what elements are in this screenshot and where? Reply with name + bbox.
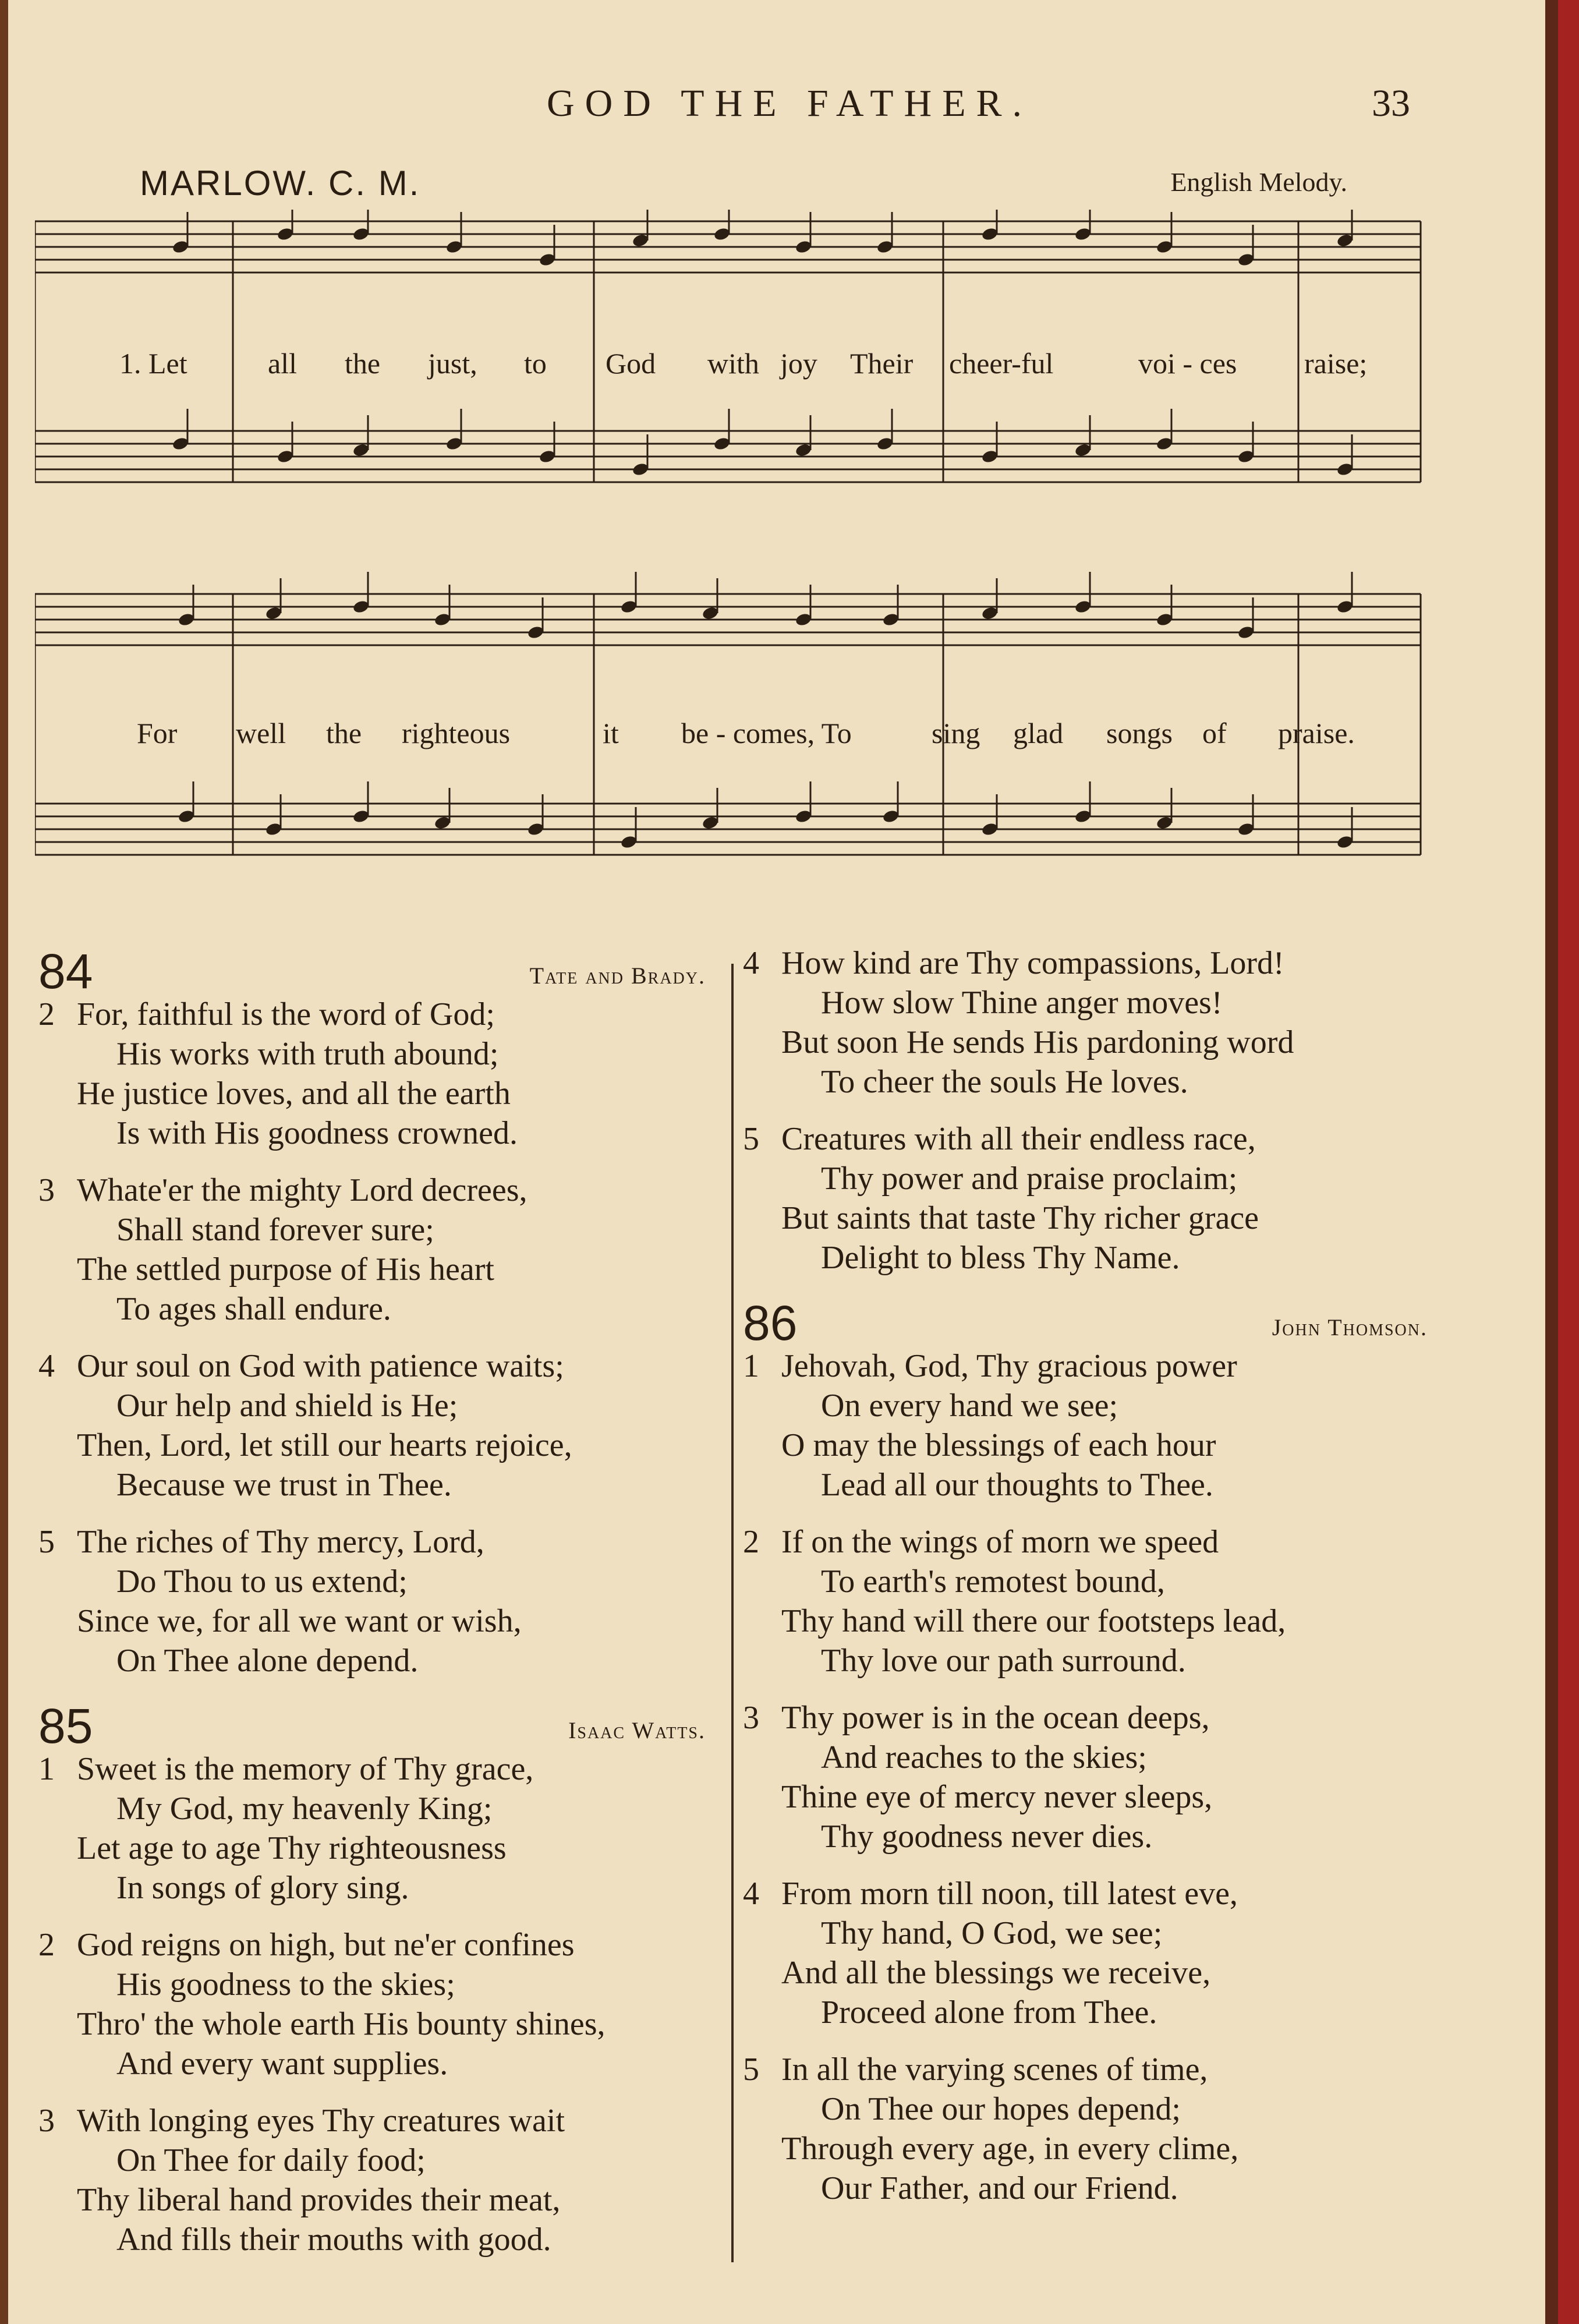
- verse-line: With longing eyes Thy creatures wait: [77, 2103, 565, 2139]
- lyric-word: of: [1202, 717, 1227, 749]
- verse-line: His works with truth abound;: [116, 1036, 499, 1072]
- lyric-word: 1. Let: [119, 347, 187, 380]
- hymn-header: [35, 1698, 710, 1753]
- verse-line: Lead all our thoughts to Thee.: [821, 1467, 1213, 1503]
- stanza: [35, 1346, 710, 1505]
- lyric-word: well: [236, 717, 286, 749]
- hymn-author: John Thomson.: [1272, 1314, 1428, 1340]
- verse-line: But saints that taste Thy richer grace: [781, 1200, 1259, 1236]
- verse-line: Sweet is the memory of Thy grace,: [77, 1751, 534, 1787]
- verse-line: The riches of Thy mercy, Lord,: [77, 1524, 484, 1560]
- stanza-number: 3: [38, 1172, 55, 1208]
- verse-line: Thro' the whole earth His bounty shines,: [77, 2006, 606, 2042]
- stanza: [739, 943, 1432, 1102]
- page-header: [0, 82, 1579, 140]
- verse-line: And all the blessings we receive,: [781, 1955, 1211, 1991]
- verse-line: From morn till noon, till latest eve,: [781, 1876, 1238, 1912]
- running-title: GOD THE FATHER.: [546, 82, 1033, 125]
- stanza-number: 5: [38, 1524, 55, 1560]
- hymn-author: Tate and Brady.: [529, 963, 706, 989]
- stanza-number: 4: [38, 1348, 55, 1384]
- hymn-number: 85: [38, 1699, 93, 1753]
- lyric-word: it: [603, 717, 619, 749]
- stanza-number: 5: [743, 2051, 759, 2088]
- verse-line: Our Father, and our Friend.: [821, 2170, 1178, 2206]
- verse-line: He justice loves, and all the earth: [77, 1076, 511, 1112]
- verse-line: The settled purpose of His heart: [77, 1251, 494, 1287]
- verse-line: How slow Thine anger moves!: [821, 985, 1223, 1021]
- verse-line: Thine eye of mercy never sleeps,: [781, 1779, 1213, 1815]
- stanza-number: 4: [743, 945, 759, 981]
- stanza-number: 2: [38, 1927, 55, 1963]
- verse-line: Then, Lord, let still our hearts rejoice,: [77, 1427, 572, 1463]
- lyric-word: to: [524, 347, 547, 380]
- verse-line: My God, my heavenly King;: [116, 1791, 493, 1827]
- hymn: [35, 1698, 710, 2259]
- verse-line: On Thee our hopes depend;: [821, 2091, 1181, 2127]
- music-score: [35, 210, 1432, 938]
- verse-line: Delight to bless Thy Name.: [821, 1240, 1180, 1276]
- verse-line: In songs of glory sing.: [116, 1870, 409, 1906]
- stanza: [739, 2050, 1432, 2208]
- lyric-word: sing: [932, 717, 980, 749]
- verse-line: His goodness to the skies;: [116, 1966, 455, 2003]
- hymn-number: 84: [38, 944, 93, 999]
- verse-line: Thy goodness never dies.: [821, 1819, 1153, 1855]
- verse-line: Creatures with all their endless race,: [781, 1121, 1256, 1157]
- verse-line: Whate'er the mighty Lord decrees,: [77, 1172, 527, 1208]
- page-number: 33: [1372, 82, 1410, 125]
- lyric-word: just,: [428, 347, 477, 380]
- verse-line: Proceed alone from Thee.: [821, 1994, 1157, 2031]
- verse-line: Through every age, in every clime,: [781, 2131, 1239, 2167]
- lyric-word: righteous: [402, 717, 511, 749]
- lyric-word: be - comes, To: [681, 717, 852, 749]
- lyric-word: praise.: [1278, 717, 1355, 749]
- lyric-word: cheer-ful: [949, 347, 1054, 380]
- verse-line: Our soul on God with patience waits;: [77, 1348, 564, 1384]
- hymn: [739, 943, 1432, 1278]
- verse-line: But soon He sends His pardoning word: [781, 1024, 1294, 1060]
- page-left-edge: [0, 0, 8, 2324]
- hymn: [35, 943, 710, 1681]
- lyric-word: For: [137, 717, 178, 749]
- stanza: [739, 1346, 1432, 1505]
- verse-line: And every want supplies.: [116, 2046, 448, 2082]
- verse-line: Do Thou to us extend;: [116, 1564, 408, 1600]
- lyric-word: the: [345, 347, 381, 380]
- verse-line: Let age to age Thy righteousness: [77, 1830, 507, 1866]
- stanza: [35, 2101, 710, 2259]
- lyric-word: glad: [1013, 717, 1064, 749]
- lyric-word: joy: [780, 347, 817, 380]
- verse-line: On Thee alone depend.: [116, 1643, 419, 1679]
- stanza-number: 2: [38, 996, 55, 1032]
- stanza: [739, 1698, 1432, 1856]
- lyric-word: all: [268, 347, 297, 380]
- stanza-number: 3: [38, 2103, 55, 2139]
- verse-line: How kind are Thy compassions, Lord!: [781, 945, 1284, 981]
- hymn-header: [739, 1295, 1432, 1350]
- stanza: [35, 1522, 710, 1681]
- verse-line: Since we, for all we want or wish,: [77, 1603, 522, 1639]
- page-red-edge: [1558, 0, 1579, 2324]
- hymn-column-left: [35, 943, 710, 2277]
- verse-line: Jehovah, God, Thy gracious power: [781, 1348, 1237, 1384]
- lyric-word: with: [707, 347, 759, 380]
- stanza-number: 3: [743, 1700, 759, 1736]
- hymn-column-right: [739, 943, 1432, 2226]
- verse-line: To ages shall endure.: [116, 1291, 391, 1327]
- hymn: [739, 1295, 1432, 2208]
- verse-line: Thy hand will there our footsteps lead,: [781, 1603, 1286, 1639]
- verse-line: Thy hand, O God, we see;: [821, 1915, 1163, 1951]
- stanza: [739, 1522, 1432, 1681]
- stanza: [35, 995, 710, 1153]
- verse-line: O may the blessings of each hour: [781, 1427, 1216, 1463]
- stanza: [739, 1119, 1432, 1278]
- verse-line: If on the wings of morn we speed: [781, 1524, 1219, 1560]
- verse-line: On Thee for daily food;: [116, 2142, 426, 2178]
- verse-line: To earth's remotest bound,: [821, 1564, 1165, 1600]
- verse-line: In all the varying scenes of time,: [781, 2051, 1208, 2088]
- verse-line: And reaches to the skies;: [821, 1739, 1147, 1775]
- verse-line: Because we trust in Thee.: [116, 1467, 452, 1503]
- stanza: [35, 1749, 710, 1908]
- stanza-number: 4: [743, 1876, 759, 1912]
- stanza-number: 5: [743, 1121, 759, 1157]
- stanza: [739, 1874, 1432, 2032]
- stanza-number: 1: [743, 1348, 759, 1384]
- hymn-number: 86: [743, 1296, 798, 1350]
- lyric-word: God: [606, 347, 656, 380]
- tune-composer: English Melody.: [1170, 167, 1347, 197]
- verse-line: To cheer the souls He loves.: [821, 1064, 1188, 1100]
- tune-name: MARLOW. C. M.: [140, 164, 421, 203]
- stanza: [35, 1170, 710, 1329]
- stanza-number: 2: [743, 1524, 759, 1560]
- lyric-word: raise;: [1304, 347, 1368, 380]
- column-divider: [731, 964, 734, 2262]
- page-binding-shadow: [1545, 0, 1558, 2324]
- verse-line: For, faithful is the word of God;: [77, 996, 495, 1032]
- verse-line: Thy power and praise proclaim;: [821, 1161, 1238, 1197]
- verse-line: On every hand we see;: [821, 1388, 1118, 1424]
- stanza: [35, 1925, 710, 2084]
- hymn-header: [35, 943, 710, 999]
- verse-line: God reigns on high, but ne'er confines: [77, 1927, 575, 1963]
- hymn-author: Isaac Watts.: [568, 1717, 706, 1743]
- verse-line: Thy liberal hand provides their meat,: [77, 2182, 561, 2218]
- verse-line: Our help and shield is He;: [116, 1388, 458, 1424]
- verse-line: And fills their mouths with good.: [116, 2222, 551, 2258]
- verse-line: Shall stand forever sure;: [116, 1212, 434, 1248]
- lyric-word: voi - ces: [1138, 347, 1237, 380]
- lyric-word: the: [326, 717, 362, 749]
- verse-line: Is with His goodness crowned.: [116, 1115, 518, 1151]
- verse-line: Thy power is in the ocean deeps,: [781, 1700, 1210, 1736]
- stanza-number: 1: [38, 1751, 55, 1787]
- lyric-word: Their: [850, 347, 914, 380]
- verse-line: Thy love our path surround.: [821, 1643, 1186, 1679]
- lyric-word: songs: [1106, 717, 1173, 749]
